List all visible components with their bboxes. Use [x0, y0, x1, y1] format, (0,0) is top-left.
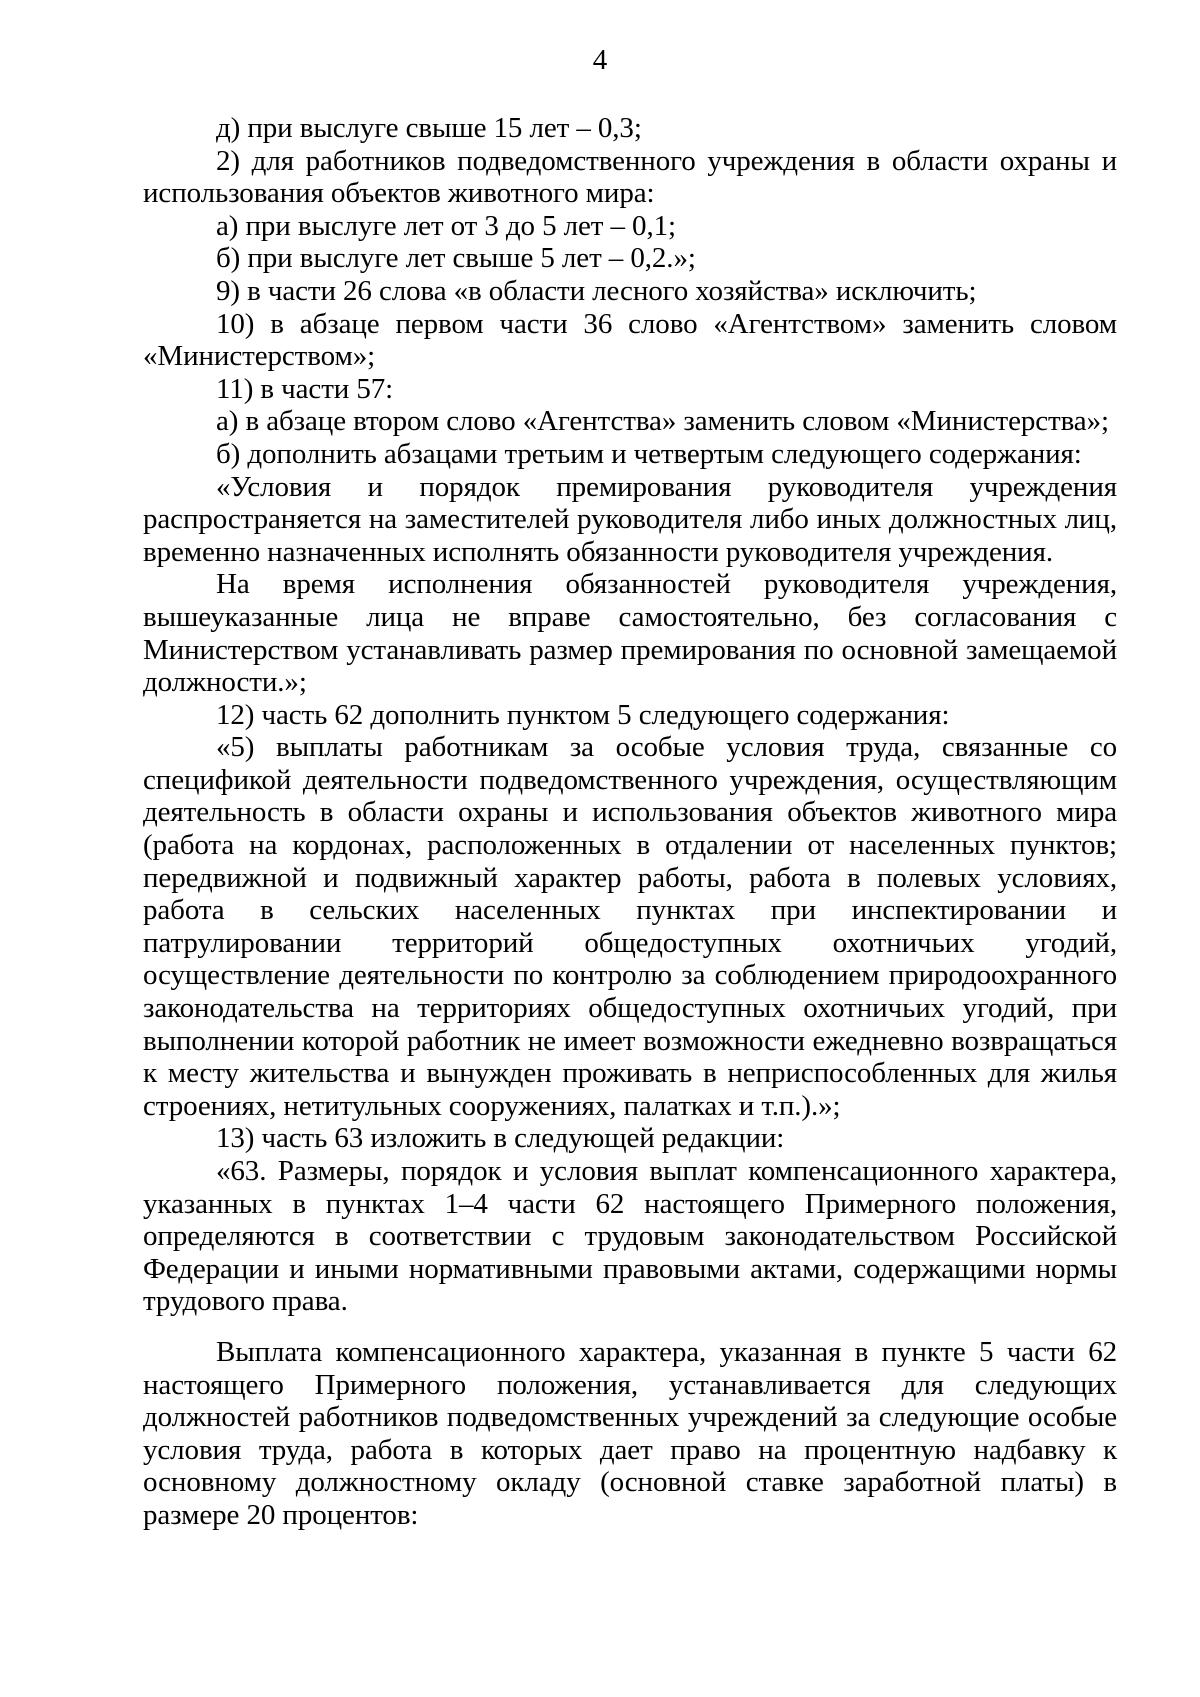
paragraph-7: 11) в части 57:: [216, 372, 394, 405]
paragraph-12: 12) часть 62 дополнить пунктом 5 следующего содержания:: [216, 698, 950, 731]
paragraph-15: «63. Размеры, порядок и условия выплат компенсационного характера, указанных в пунктах 1–4 части 62 настоящего Примерного положения, определяются в соответствии с трудовым законодательством Российской Федерации и иными нормативными правовыми актами, содержащими нормы трудового права.: [143, 1155, 1117, 1318]
paragraph-11: На время исполнения обязанностей руководителя учреждения, вышеуказанные лица не вправе самостоятельно, без согласования с Министерством устанавливать размер премирования по основной замещаемой должности.»;: [143, 568, 1117, 699]
paragraph-9: б) дополнить абзацами третьим и четвертым следующего содержания:: [216, 437, 1082, 470]
paragraph-6: 10) в абзаце первом части 36 слово «Агентством» заменить словом «Министерством»;: [143, 307, 1117, 373]
document-body: [143, 112, 1117, 1532]
paragraph-3: а) при выслуге лет от 3 до 5 лет – 0,1;: [216, 209, 676, 242]
paragraph-13: «5) выплаты работникам за особые условия труда, связанные со спецификой деятельности подведомственного учреждения, осуществляющим деятельность в области охраны и использования объектов животного мира (работа на кордонах, расположенных в отдалении от населенных пунктов; передвижной и подвижный характер работы, работа в полевых условиях, работа в сельских населенных пунктах при инспектировании и патрулировании территорий общедоступных охотничьих угодий, осуществление деятельности по контролю за соблюдением природоохранного законодательства на территориях общедоступных охотничьих угодий, при выполнении которой работник не имеет возможности ежедневно возвращаться к месту жительства и вынужден проживать в неприспособленных для жилья строениях, нетитульных сооружениях, палатках и т.п.).»;: [143, 731, 1117, 1122]
paragraph-14: 13) часть 63 изложить в следующей редакции:: [216, 1122, 785, 1155]
paragraph-5: 9) в части 26 слова «в области лесного хозяйства» исключить;: [216, 274, 977, 307]
paragraph-8: а) в абзаце втором слово «Агентства» заменить словом «Министерства»;: [216, 405, 1109, 438]
paragraph-10: «Условия и порядок премирования руководителя учреждения распространяется на заместителей руководителя либо иных должностных лиц, временно назначенных исполнять обязанности руководителя учреждения.: [143, 470, 1117, 568]
paragraph-2: 2) для работников подведомственного учреждения в области охраны и использования объектов животного мира:: [143, 144, 1117, 210]
paragraph-1: д) при выслуге свыше 15 лет – 0,3;: [216, 112, 642, 144]
paragraph-16: Выплата компенсационного характера, указанная в пункте 5 части 62 настоящего Примерного положения, устанавливается для следующих должностей работников подведомственных учреждений за следующие особые условия труда, работа в которых дает право на процентную надбавку к основному должностному окладу (основной ставке заработной платы) в размере 20 процентов:: [143, 1335, 1117, 1531]
page-number: 4: [592, 44, 608, 76]
paragraph-4: б) при выслуге лет свыше 5 лет – 0,2.»;: [216, 242, 696, 275]
